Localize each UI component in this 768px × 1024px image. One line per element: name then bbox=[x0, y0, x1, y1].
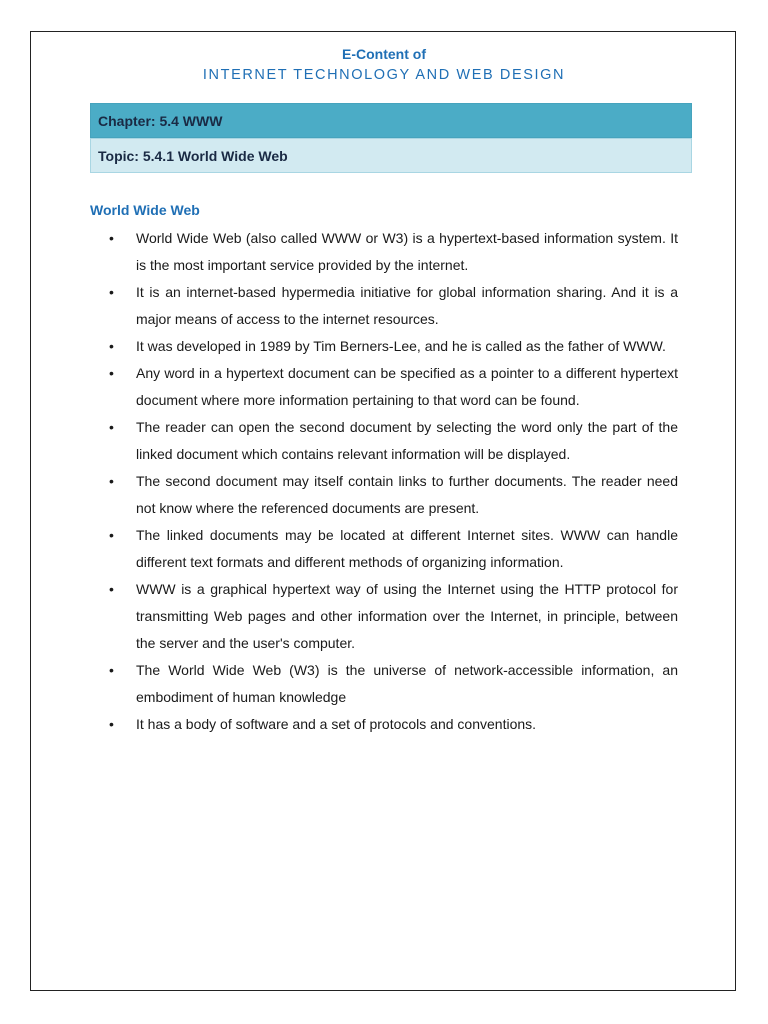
list-item-text: The reader can open the second document by selecting the word only the part of the linked document which contains relevant information will be displayed. bbox=[136, 419, 678, 462]
list-item bbox=[109, 468, 678, 522]
bullet-icon: • bbox=[109, 419, 114, 435]
bullet-icon: • bbox=[109, 365, 114, 381]
list-item-text: It has a body of software and a set of protocols and conventions. bbox=[136, 716, 537, 732]
list-item-text: The World Wide Web (W3) is the universe of network-accessible information, an embodiment of human knowledge bbox=[136, 662, 678, 705]
topic-label: Topic: 5.4.1 World Wide Web bbox=[98, 147, 288, 164]
document-header-subject: INTERNET TECHNOLOGY AND WEB DESIGN bbox=[202, 67, 566, 83]
list-item bbox=[109, 711, 678, 738]
list-item-text: The second document may itself contain links to further documents. The reader need not know where the referenced documents are present. bbox=[136, 473, 678, 516]
bullet-list bbox=[109, 225, 678, 738]
list-item-text: WWW is a graphical hypertext way of using the Internet using the HTTP protocol for transmitting Web pages and other information over the Internet, in principle, between the server and the user's computer. bbox=[136, 581, 678, 651]
list-item bbox=[109, 279, 678, 333]
list-item-text: It is an internet-based hypermedia initiative for global information sharing. And it is a major means of access to the internet resources. bbox=[136, 284, 678, 327]
list-item bbox=[109, 576, 678, 657]
document-header-title: E-Content of bbox=[342, 46, 426, 62]
bullet-icon: • bbox=[109, 230, 114, 246]
bullet-icon: • bbox=[109, 284, 114, 300]
list-item bbox=[109, 360, 678, 414]
bullet-icon: • bbox=[109, 473, 114, 489]
list-item bbox=[109, 657, 678, 711]
bullet-icon: • bbox=[109, 338, 114, 354]
list-item bbox=[109, 522, 678, 576]
bullet-icon: • bbox=[109, 716, 114, 732]
chapter-bar bbox=[90, 103, 692, 138]
list-item-text: The linked documents may be located at different Internet sites. WWW can handle different text formats and different methods of organizing information. bbox=[136, 527, 678, 570]
bullet-icon: • bbox=[109, 662, 114, 678]
list-item bbox=[109, 225, 678, 279]
list-item bbox=[109, 414, 678, 468]
list-item-text: Any word in a hypertext document can be specified as a pointer to a different hypertext document where more information pertaining to that word can be found. bbox=[136, 365, 678, 408]
section-heading: World Wide Web bbox=[90, 202, 200, 218]
list-item-text: It was developed in 1989 by Tim Berners-Lee, and he is called as the father of WWW. bbox=[136, 338, 666, 354]
list-item bbox=[109, 333, 678, 360]
list-item-text: World Wide Web (also called WWW or W3) is a hypertext-based information system. It is the most important service provided by the internet. bbox=[136, 230, 678, 273]
chapter-label: Chapter: 5.4 WWW bbox=[98, 112, 223, 129]
topic-bar bbox=[90, 138, 692, 173]
bullet-icon: • bbox=[109, 527, 114, 543]
bullet-icon: • bbox=[109, 581, 114, 597]
